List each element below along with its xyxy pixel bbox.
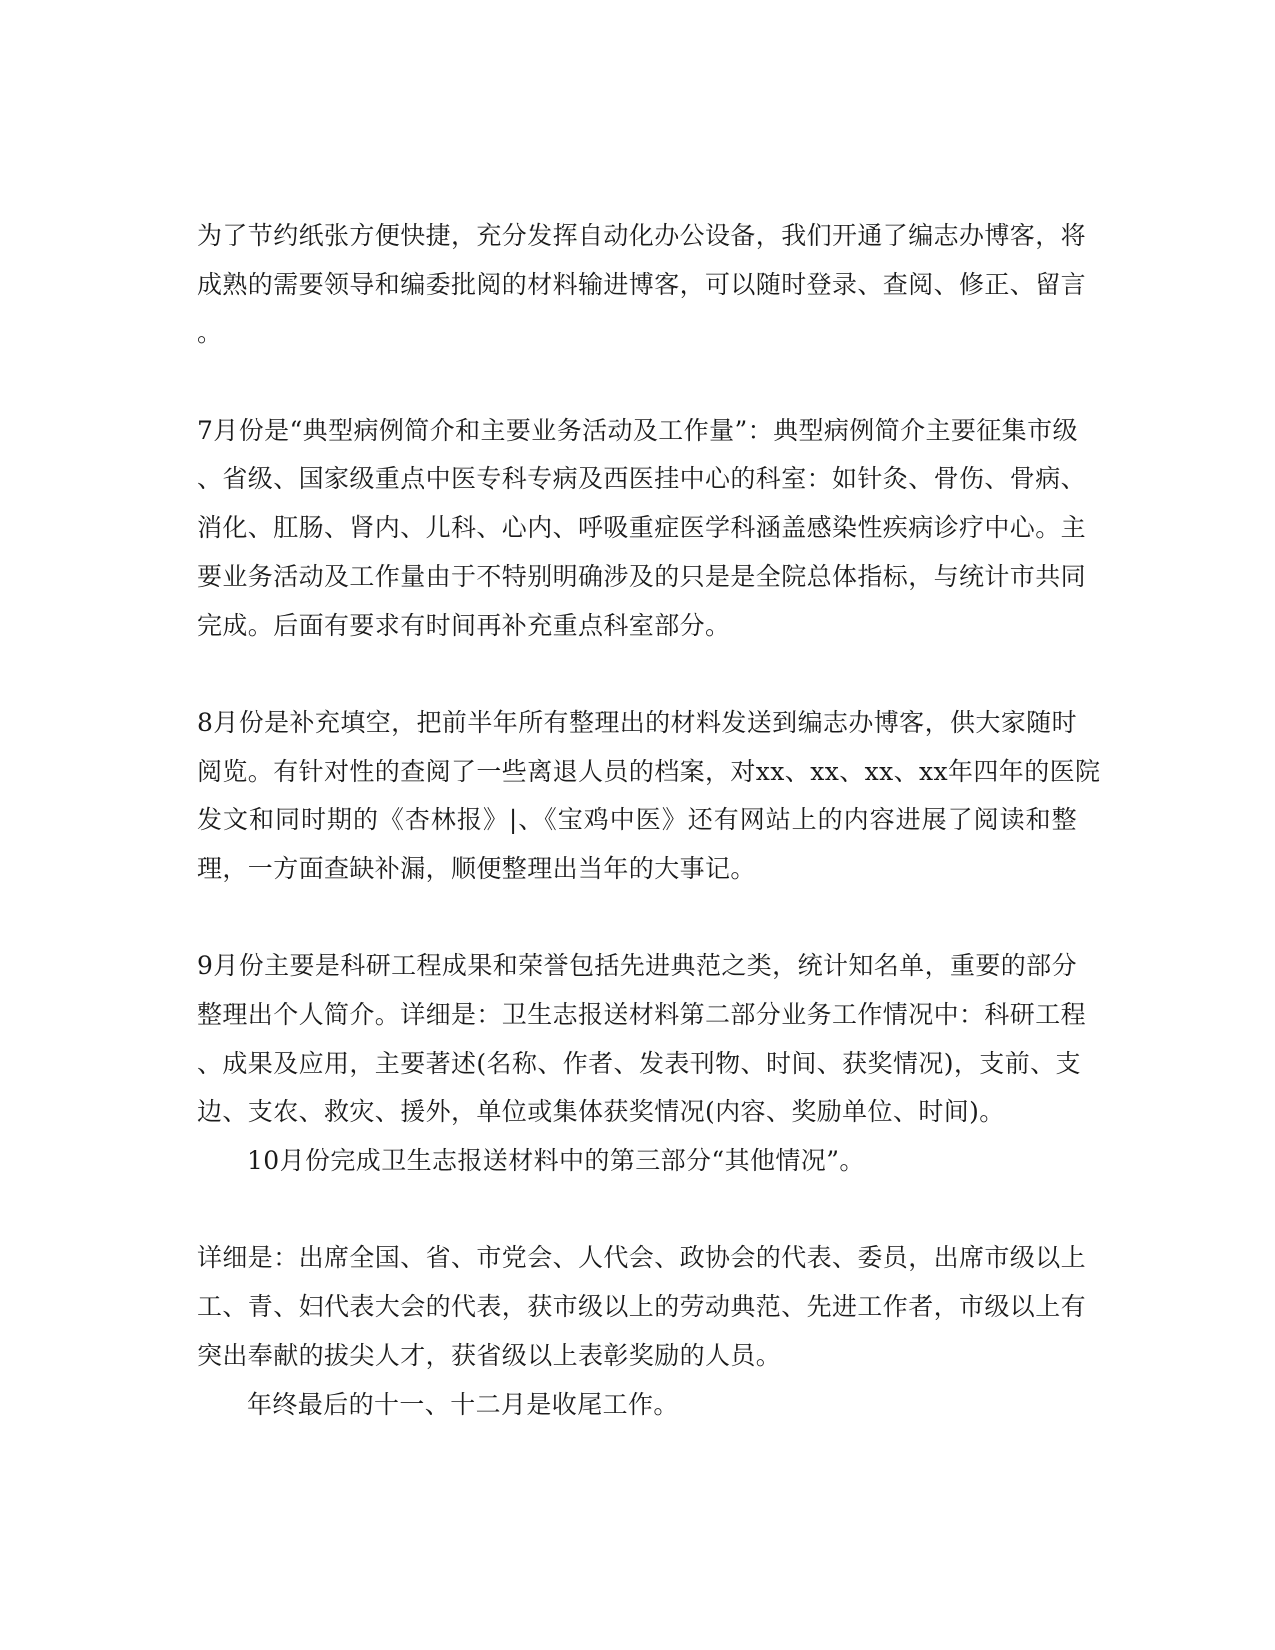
text-line: 成熟的需要领导和编委批阅的材料输进博客，可以随时登录、查阅、修正、留言: [197, 269, 1087, 299]
text-line: 工、青、妇代表大会的代表，获市级以上的劳动典范、先进工作者，市级以上有: [197, 1292, 1087, 1322]
text-line: 为了节约纸张方便快捷，充分发挥自动化办公设备，我们开通了编志办博客，将: [197, 221, 1087, 250]
text-line: 9月份主要是科研工程成果和荣誉包括先进典范之类，统计知名单，重要的部分: [197, 951, 1077, 981]
document-body: [197, 212, 1101, 1429]
text-line: 完成。后面有要求有时间再补充重点科室部分。: [197, 610, 731, 640]
text-line: 7月份是“典型病例简介和主要业务活动及工作量”：典型病例简介主要征集市级: [197, 415, 1078, 445]
paragraph-gap: [197, 1186, 1077, 1235]
text-line: 阅览。有针对性的查阅了一些离退人员的档案，对xx、xx、xx、xx年四年的医院: [197, 756, 1101, 786]
text-line: 8月份是补充填空，把前半年所有整理出的材料发送到编志办博客，供大家随时: [197, 707, 1077, 737]
paragraph-july: [197, 407, 1087, 650]
text-line: 发文和同时期的《杏林报》|、《宝鸡中医》还有网站上的内容进展了阅读和整: [197, 805, 1077, 835]
paragraph-blog: [197, 212, 1087, 358]
paragraph-gap: [197, 358, 1077, 407]
text-line: 要业务活动及工作量由于不特别明确涉及的只是是全院总体指标，与统计市共同: [197, 561, 1087, 591]
paragraph-gap: [197, 894, 1077, 943]
text-line: 突出奉献的拔尖人才，获省级以上表彰奖励的人员。: [197, 1340, 782, 1370]
text-line: 消化、肛肠、肾内、儿科、心内、呼吸重症医学科涵盖感染性疾病诊疗中心。主: [197, 513, 1087, 543]
text-line: 详细是：出席全国、省、市党会、人代会、政协会的代表、委员，出席市级以上: [197, 1243, 1087, 1273]
text-line-indented: 10月份完成卫生志报送材料中的第三部分“其他情况”。: [247, 1146, 865, 1176]
text-line: 。: [197, 318, 223, 348]
text-line: 、省级、国家级重点中医专科专病及西医挂中心的科室：如针灸、骨伤、骨病、: [197, 464, 1087, 494]
text-line-indented: 年终最后的十一、十二月是收尾工作。: [247, 1389, 679, 1419]
paragraph-gap: [197, 650, 1077, 699]
text-line: 理，一方面查缺补漏，顺便整理出当年的大事记。: [197, 853, 756, 883]
paragraph-august: [197, 699, 1101, 894]
paragraph-details: [197, 1234, 1087, 1429]
paragraph-september: [197, 942, 1087, 1185]
text-line: 整理出个人简介。详细是：卫生志报送材料第二部分业务工作情况中：科研工程: [197, 1000, 1087, 1029]
text-line: 边、支农、救灾、援外，单位或集体获奖情况(内容、奖励单位、时间)。: [197, 1097, 1005, 1127]
text-line: 、成果及应用，主要著述(名称、作者、发表刊物、时间、获奖情况)，支前、支: [197, 1048, 1081, 1078]
